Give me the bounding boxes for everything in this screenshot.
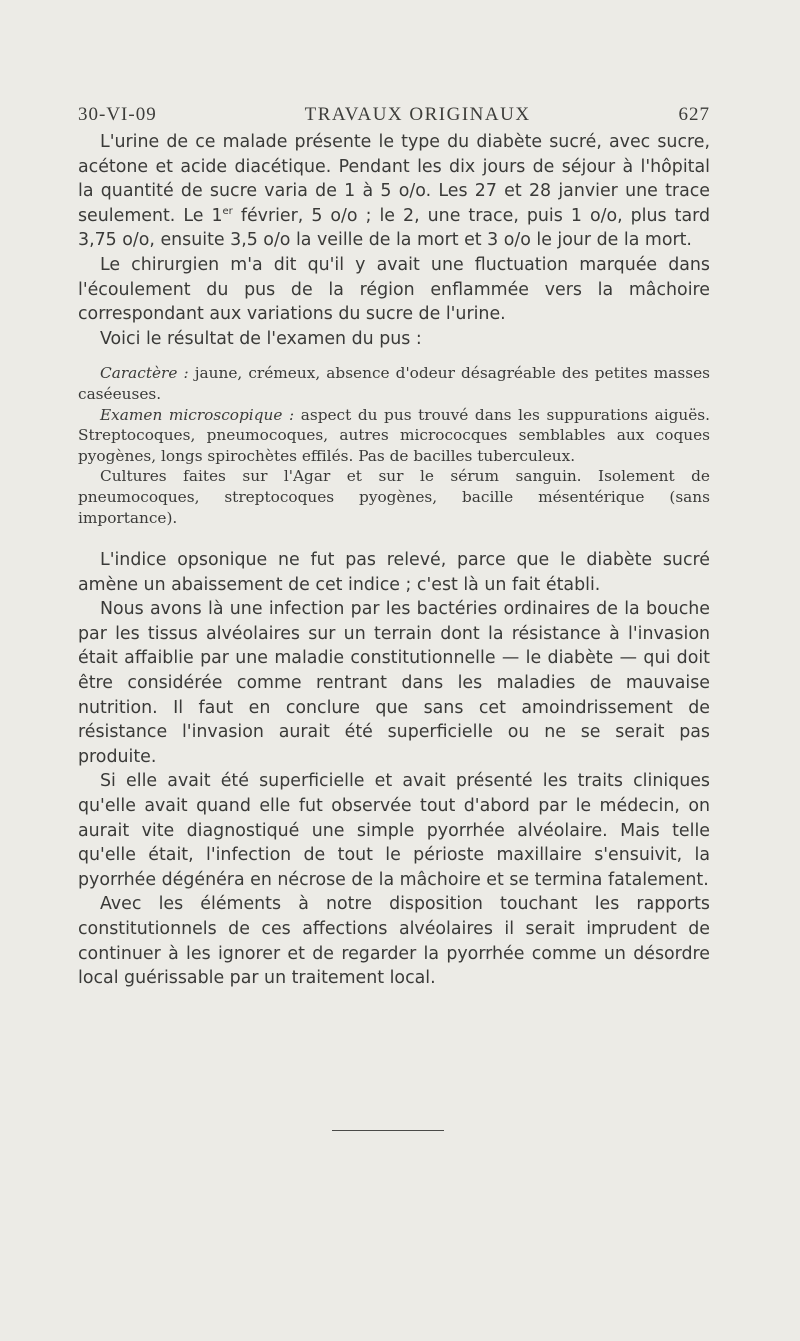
paragraph-urine <box>78 130 710 253</box>
exam-results-block <box>78 363 710 528</box>
page-content <box>78 104 710 991</box>
end-rule-divider <box>332 1130 444 1131</box>
paragraph-urine-part-a: L'urine de ce malade présente le type du diabète sucré, avec sucre, acétone et acide diacétique. Pendant les dix jours de séjour à l'hôpital la quantité de sucre varia de 1 à 5 o/o. Les 27 et 28 janvier une trace seulement. Le 1 <box>78 132 710 226</box>
caractere-text: jaune, crémeux, absence d'odeur désagréable des petites masses caséeuses. <box>78 364 711 403</box>
microscopique-text: aspect du pus trouvé dans les suppurations aiguës. Streptocoques, pneumocoques, autres micrococques semblables aux coques pyogènes, longs spirochètes effilés. Pas de bacilles tuberculeux. <box>78 405 710 465</box>
paragraph-superficielle: Si elle avait été superficielle et avait présenté les traits cliniques qu'elle avait quand elle fut observée tout d'abord par le médecin, on aurait vite diagnostiqué une simple pyorrhée alvéolaire. Mais telle qu'elle était, l'infection de tout le périoste maxillaire s'ensuivit, la pyorrhée dégénéra en nécrose de la mâchoire et se termina fatalement. <box>78 771 710 890</box>
paragraph-voici: Voici le résultat de l'examen du pus : <box>100 328 422 349</box>
exam-caractere <box>78 363 710 404</box>
paragraph-infection: Nous avons là une infection par les bactéries ordinaires de la bouche par les tissus alvéolaires sur un terrain dont la résistance à l'invasion était affaiblie par une maladie constitutionnelle — le diabète — qui doit être considérée comme rentrant dans les maladies de mauvaise nutrition. Il faut en conclure que sans cet amoindrissement de résistance l'invasion aurait été superficielle ou ne se serait pas produite. <box>78 599 710 767</box>
page-number: 627 <box>678 104 710 125</box>
microscopique-label: Examen microscopique : <box>100 405 295 424</box>
caractere-label: Caractère : <box>100 364 189 383</box>
header-date: 30-VI-09 <box>78 104 157 125</box>
paragraph-chirurgien: Le chirurgien m'a dit qu'il y avait une fluctuation marquée dans l'écoulement du pus de la région enflammée vers la mâchoire correspondant aux variations du sucre de l'urine. <box>78 254 710 325</box>
paragraph-elements: Avec les éléments à notre disposition touchant les rapports constitutionnels de ces affections alvéolaires il serait imprudent de continuer à les ignorer et de regarder la pyorrhée comme un désordre local guérissable par un traitement local. <box>78 894 710 989</box>
running-header <box>78 104 710 126</box>
paragraph-indice: L'indice opsonique ne fut pas relevé, parce que le diabète sucré amène un abaissement de cet indice ; c'est là un fait établi. <box>78 550 710 595</box>
exam-cultures: Cultures faites sur l'Agar et sur le sérum sanguin. Isolement de pneumocoques, streptocoques pyogènes, bacille mésentérique (sans importance). <box>78 467 710 527</box>
paragraph-urine-part-b: février, 5 o/o ; le 2, une trace, puis 1 o/o, plus tard 3,75 o/o, ensuite 3,5 o/o la veille de la mort et 3 o/o le jour de la mort. <box>78 205 710 251</box>
superscript-er: er <box>222 205 233 217</box>
exam-microscopique <box>78 405 710 467</box>
running-title: TRAVAUX ORIGINAUX <box>304 104 531 125</box>
